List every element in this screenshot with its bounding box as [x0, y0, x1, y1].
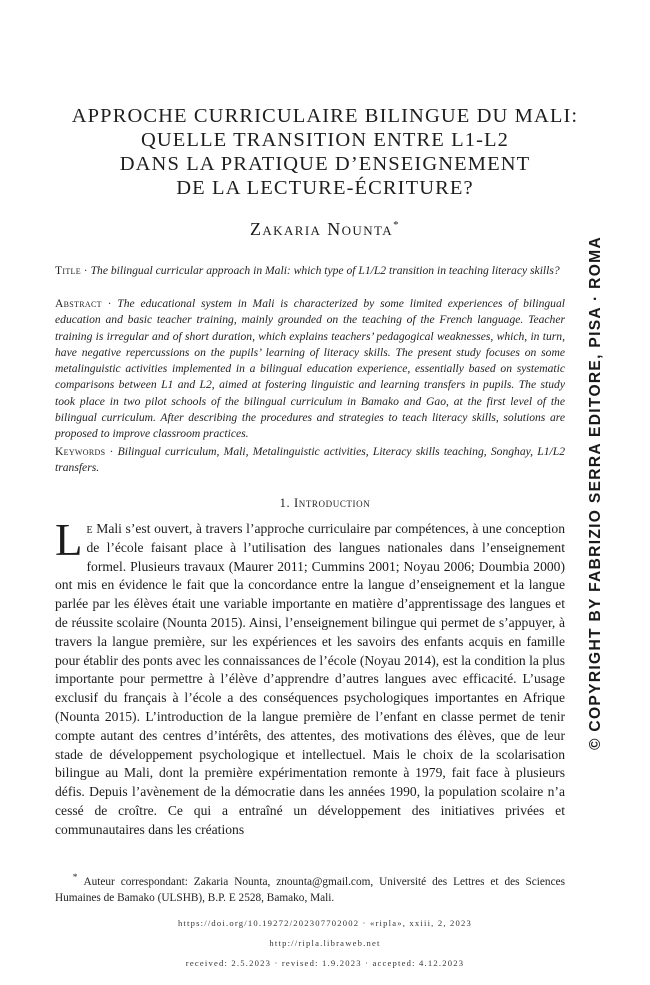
copyright-sidebar — [572, 230, 602, 750]
keywords-label: Keywords — [55, 445, 106, 458]
author-footnote-mark: * — [393, 219, 400, 231]
url-line: http://ripla.libraweb.net — [269, 938, 381, 948]
keywords-block — [55, 444, 565, 477]
english-title-label: Title — [55, 264, 81, 277]
label-separator: · — [105, 445, 118, 458]
english-title-text: The bilingual curricular approach in Mali: which type of L1/L2 transition in teaching literacy skills? — [90, 264, 560, 277]
abstract-block — [55, 296, 565, 443]
body-paragraph — [55, 515, 565, 840]
author-name — [40, 219, 610, 240]
footnote-text: Auteur correspondant: Zakaria Nounta, znounta@gmail.com, Université des Lettres et des Sciences Humaines de Bamako (ULSHB), B.P. E 2528, Bamako, Mali. — [55, 875, 565, 904]
abstract-text: The educational system in Mali is characterized by some limited experiences of bilingual education and basic teacher training, mainly grounded on the teaching of the French language. Teacher training is irregular and of short duration, which explains teachers’ pedagogical weaknesses, which, in turn, have negative repercussions on the pupils’ learning of literacy skills. The present study focuses on some metalinguistic activities implemented in a bilingual education experience, essentially based on systematic comparisons between L1 and L2, aimed at fostering linguistic and learning transfers in pupils. The study took place in two pilot schools of the bilingual curriculum in Bamako and Gao, at the first level of the bilingual curriculum. After describing the procedures and strategies to teach literacy skills, solutions are proposed to improve classroom practices. — [55, 297, 565, 441]
english-title-block — [55, 263, 565, 279]
title-line: APPROCHE CURRICULAIRE BILINGUE DU MALI: — [71, 105, 579, 127]
abstract-label: Abstract — [55, 297, 102, 310]
title-line: DE LA LECTURE-ÉCRITURE? — [176, 177, 474, 199]
article-title — [40, 104, 610, 200]
author-text: Zakaria Nounta — [249, 219, 394, 239]
body-text: Mali s’est ouvert, à travers l’approche curriculaire par compétences, à une conception de l’école faisant place à l’utilisation des langues nationales dans l’enseignement formel. Plusieurs travaux (Maurer 2011; Cummins 2001; Noyau 2006; Doumbia 2000) ont mis en évidence le fait que la concordance entre la langue d’enseignement et la langue parlée par les élèves était une variable importante en matière d’apprentissage des langues et de réussite scolaire (Nounta 2015). Ainsi, l’enseignement bilingue qui permet de s’appuyer, à travers la langue première, sur les expériences et les savoirs des enfants acquis en famille pour établir des ponts avec les connaissances de l’école (Noyau 2014), est la condition la plus importante pour permettre à l’élève d’apprendre d’autres langues avec efficacité. L’usage exclusif du français à l’école a des conséquences psychologiques importantes en Afrique (Nounta 2015). L’introduction de la langue première de l’enfant en classe permet de tenir compte autant des centres d’intérêts, des attentes, des motivations des élèves, que de leur stade de développement psychologique et intellectuel. Mais le choix de la scolarisation bilingue au Mali, dont la première expérimentation remonte à 1979, fait face à plusieurs défis. Depuis l’avènement de la démocratie dans les années 1990, la population scolaire n’a cessé de croître. Ce qui a entraîné un développement des initiatives privées et communautaires dans les créations — [55, 521, 565, 837]
title-line: QUELLE TRANSITION ENTRE L1-L2 — [140, 129, 509, 151]
first-word-rest: e — [86, 521, 93, 536]
dates-line: received: 2.5.2023 · revised: 1.9.2023 · accepted: 4.12.2023 — [185, 958, 465, 968]
drop-cap: L — [55, 515, 83, 565]
keywords-text: Bilingual curriculum, Mali, Metalinguistic activities, Literacy skills teaching, Songhay, L1/L2 transfers. — [55, 445, 565, 475]
page-footer — [40, 913, 610, 973]
title-line: DANS LA PRATIQUE D’ENSEIGNEMENT — [119, 153, 531, 175]
footnote-mark: * — [72, 873, 78, 883]
label-separator: · — [101, 297, 118, 310]
copyright-text: © COPYRIGHT BY FABRIZIO SERRA EDITORE, PISA · ROMA — [587, 235, 604, 750]
doi-line: https://doi.org/10.19272/202307702002 · «ripla», xxiii, 2, 2023 — [177, 918, 473, 928]
section-heading: 1. Introduction — [279, 496, 371, 510]
label-separator: · — [80, 264, 91, 277]
footnote — [55, 870, 565, 906]
